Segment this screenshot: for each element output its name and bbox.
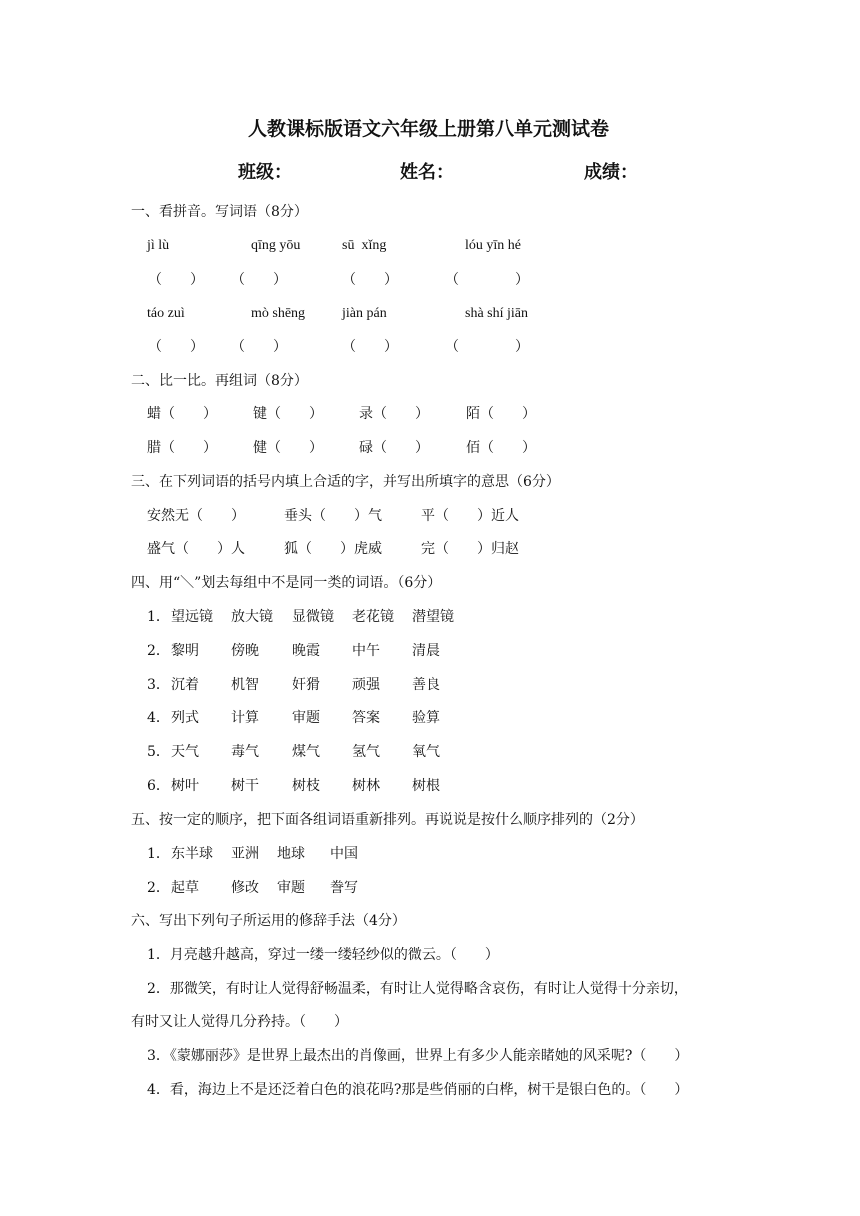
word[interactable]: 晚霞 bbox=[292, 643, 320, 659]
word: 东半球 bbox=[171, 846, 213, 862]
compare-item: 碌（ ） bbox=[359, 440, 429, 456]
compare-item: 佰（ ） bbox=[466, 440, 536, 456]
group-number: 1． bbox=[147, 609, 170, 625]
question-1: 1．月亮越升越高，穿过一缕一缕轻纱似的微云。（ ） bbox=[147, 947, 499, 963]
question-3: 3．《蒙娜丽莎》是世界上最杰出的肖像画，世界上有多少人能亲睹她的风采呢?（ ） bbox=[147, 1048, 689, 1064]
word[interactable]: 氢气 bbox=[352, 744, 380, 760]
section-1-heading: 一、看拼音。写词语（8分） bbox=[131, 204, 308, 220]
idiom-item: 狐（ ）虎威 bbox=[284, 541, 382, 557]
group-number: 2． bbox=[147, 643, 170, 659]
word[interactable]: 傍晚 bbox=[231, 643, 259, 659]
word[interactable]: 放大镜 bbox=[231, 609, 273, 625]
compare-item: 腊（ ） bbox=[147, 440, 217, 456]
word[interactable]: 沉着 bbox=[171, 677, 199, 693]
compare-item: 录（ ） bbox=[359, 406, 429, 422]
section-5-heading: 五、按一定的顺序，把下面各组词语重新排列。再说说是按什么顺序排列的（2分） bbox=[131, 812, 644, 828]
word: 中国 bbox=[330, 846, 358, 862]
group-number: 1． bbox=[147, 846, 170, 862]
word[interactable]: 显微镜 bbox=[292, 609, 334, 625]
idiom-item: 垂头（ ）气 bbox=[284, 508, 382, 524]
section-2-heading: 二、比一比。再组词（8分） bbox=[131, 373, 308, 389]
word[interactable]: 机智 bbox=[231, 677, 259, 693]
pinyin-item: shà shí jiān bbox=[465, 306, 528, 321]
name-label: 姓名： bbox=[400, 162, 454, 183]
answer-blank[interactable]: （ ） bbox=[231, 339, 287, 355]
idiom-item: 盛气（ ）人 bbox=[147, 541, 245, 557]
idiom-item: 完（ ）归赵 bbox=[421, 541, 519, 557]
compare-item: 键（ ） bbox=[253, 406, 323, 422]
word[interactable]: 天气 bbox=[171, 744, 199, 760]
idiom-item: 安然无（ ） bbox=[147, 508, 245, 524]
word[interactable]: 中午 bbox=[352, 643, 380, 659]
word: 审题 bbox=[277, 880, 305, 896]
word[interactable]: 计算 bbox=[231, 710, 259, 726]
answer-blank[interactable]: （ ） bbox=[342, 339, 398, 355]
word[interactable]: 顽强 bbox=[352, 677, 380, 693]
section-4-heading: 四、用“＼”划去每组中不是同一类的词语。（6分） bbox=[131, 575, 442, 591]
word[interactable]: 树枝 bbox=[292, 778, 320, 794]
answer-blank[interactable]: （ ） bbox=[445, 339, 529, 355]
question-2-line-2: 有时又让人觉得几分矜持。（ ） bbox=[131, 1014, 348, 1030]
pinyin-item: mò shēng bbox=[251, 306, 306, 321]
group-number: 2． bbox=[147, 880, 170, 896]
class-label: 班级： bbox=[238, 162, 292, 183]
score-label: 成绩： bbox=[584, 162, 638, 183]
group-number: 4． bbox=[147, 710, 170, 726]
word[interactable]: 黎明 bbox=[171, 643, 199, 659]
word[interactable]: 答案 bbox=[352, 710, 380, 726]
word[interactable]: 望远镜 bbox=[171, 609, 213, 625]
question-2-line-1: 2．那微笑，有时让人觉得舒畅温柔，有时让人觉得略含哀伤，有时让人觉得十分亲切， bbox=[147, 981, 688, 997]
word[interactable]: 树干 bbox=[231, 778, 259, 794]
section-3-heading: 三、在下列词语的括号内填上合适的字，并写出所填字的意思（6分） bbox=[131, 474, 560, 490]
group-number: 3． bbox=[147, 677, 170, 693]
answer-blank[interactable]: （ ） bbox=[445, 272, 529, 288]
word: 誊写 bbox=[330, 880, 358, 896]
group-number: 5． bbox=[147, 744, 170, 760]
pinyin-item: lóu yīn hé bbox=[465, 238, 521, 253]
word[interactable]: 验算 bbox=[412, 710, 440, 726]
word[interactable]: 树林 bbox=[352, 778, 380, 794]
answer-blank[interactable]: （ ） bbox=[148, 339, 204, 355]
idiom-item: 平（ ）近人 bbox=[421, 508, 519, 524]
word: 亚洲 bbox=[231, 846, 259, 862]
pinyin-item: jiàn pán bbox=[342, 306, 387, 321]
word[interactable]: 列式 bbox=[171, 710, 199, 726]
answer-blank[interactable]: （ ） bbox=[148, 272, 204, 288]
question-4: 4．看，海边上不是还泛着白色的浪花吗?那是些俏丽的白桦，树干是银白色的。（ ） bbox=[147, 1082, 689, 1098]
pinyin-item: jì lù bbox=[147, 238, 170, 253]
pinyin-item: sū xǐng bbox=[342, 238, 387, 253]
word[interactable]: 树根 bbox=[412, 778, 440, 794]
word[interactable]: 清晨 bbox=[412, 643, 440, 659]
word[interactable]: 煤气 bbox=[292, 744, 320, 760]
word[interactable]: 树叶 bbox=[171, 778, 199, 794]
pinyin-item: táo zuì bbox=[147, 306, 185, 321]
compare-item: 陌（ ） bbox=[466, 406, 536, 422]
word[interactable]: 善良 bbox=[412, 677, 440, 693]
compare-item: 健（ ） bbox=[253, 440, 323, 456]
page-title: 人教课标版语文六年级上册第八单元测试卷 bbox=[248, 118, 610, 140]
answer-blank[interactable]: （ ） bbox=[231, 272, 287, 288]
word[interactable]: 毒气 bbox=[231, 744, 259, 760]
compare-item: 蜡（ ） bbox=[147, 406, 217, 422]
group-number: 6． bbox=[147, 778, 170, 794]
word[interactable]: 氧气 bbox=[412, 744, 440, 760]
word[interactable]: 奸猾 bbox=[292, 677, 320, 693]
word[interactable]: 审题 bbox=[292, 710, 320, 726]
section-6-heading: 六、写出下列句子所运用的修辞手法（4分） bbox=[131, 913, 406, 929]
pinyin-item: qīng yōu bbox=[251, 238, 301, 253]
word[interactable]: 潜望镜 bbox=[412, 609, 454, 625]
word: 修改 bbox=[231, 880, 259, 896]
word: 地球 bbox=[277, 846, 305, 862]
answer-blank[interactable]: （ ） bbox=[342, 272, 398, 288]
word[interactable]: 老花镜 bbox=[352, 609, 394, 625]
word: 起草 bbox=[171, 880, 199, 896]
